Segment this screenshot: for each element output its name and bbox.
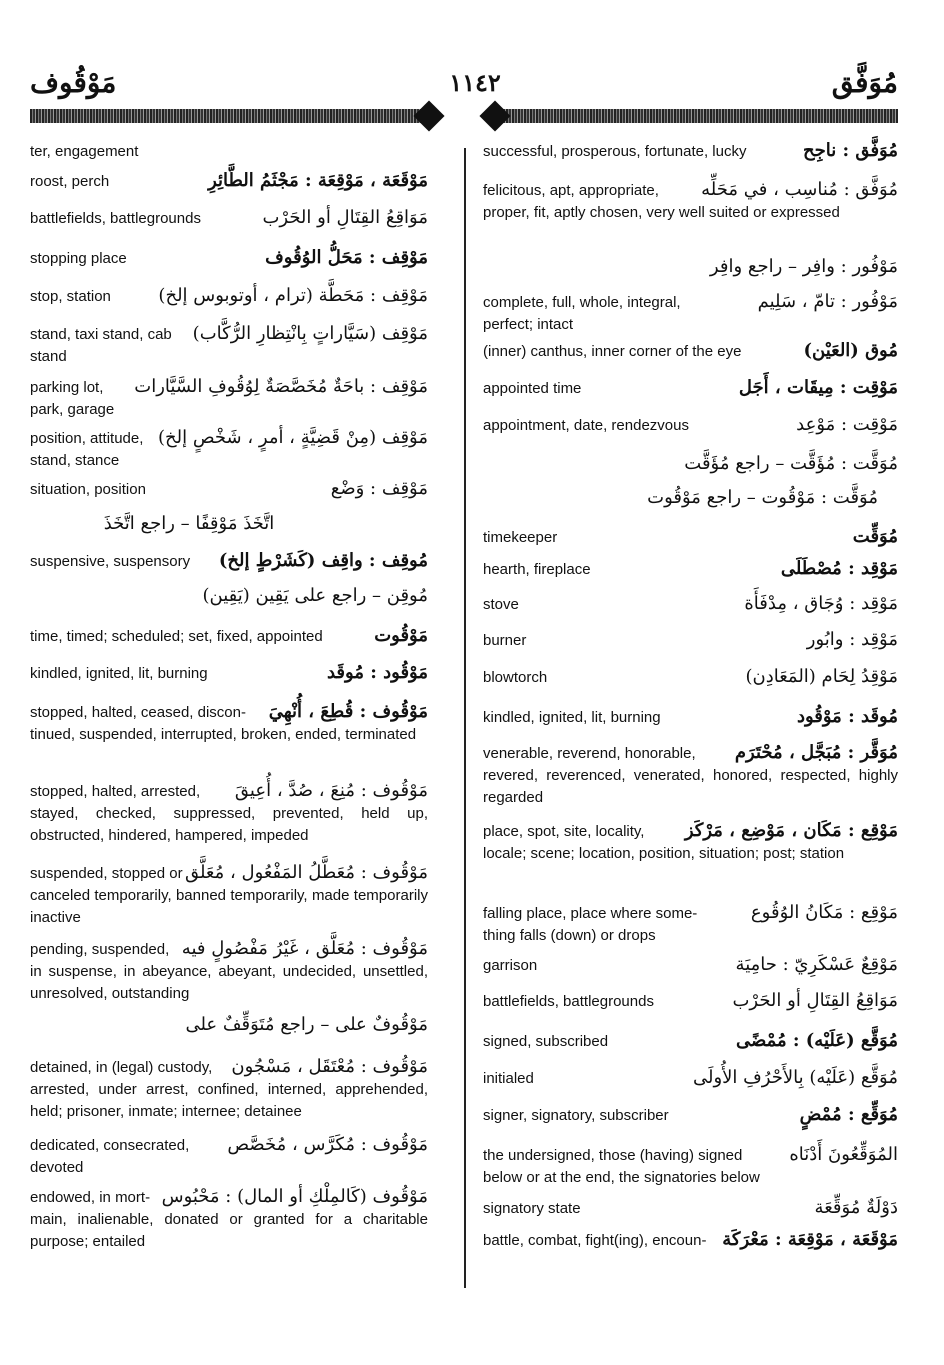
page-number: ١١٤٢ xyxy=(449,68,501,97)
entry-continuation: tinued, suspended, interrupted, broken, ended, terminated xyxy=(30,726,417,743)
entry-arabic: مَوَاقِعُ القِتَالِ أو الحَرْب xyxy=(262,207,428,228)
entry-arabic: مَوْقُوف : مُعَلَّق ، غَيْرُ مَفْصُولٍ فيه xyxy=(181,938,428,959)
entry-english: ter, engagement xyxy=(30,143,139,160)
dictionary-entry xyxy=(30,860,428,929)
entry-english: endowed, in mort- xyxy=(30,1189,151,1206)
dictionary-entry xyxy=(30,1184,428,1253)
entry-continuation: arrested, under arrest, confined, interned, apprehended, held; prisoner, inmate; internee; detainee xyxy=(30,1081,428,1120)
entry-arabic: مَوْقِف : باحَةٌ مُخَصَّصَةٌ لِوُقُوفِ السَّيَّارات xyxy=(134,376,428,397)
entry-continuation: main, inalienable, donated or granted for a charitable purpose; entailed xyxy=(30,1211,428,1250)
entry-arabic: مَوْقِع : مَكَانُ الوُقُوع xyxy=(750,902,898,923)
entry-continuation: stand, stance xyxy=(30,452,120,469)
dictionary-entry xyxy=(483,1142,898,1189)
dictionary-entry xyxy=(30,321,428,368)
entry-continuation: revered, reverenced, venerated, honored, respected, highly regarded xyxy=(483,767,898,806)
entry-arabic: مُوقِن – راجع على يَقِين (يَقِين) xyxy=(202,585,428,606)
entry-arabic: مَوْقِدُ لِحَام (المَعَادِن) xyxy=(745,666,898,687)
dictionary-entry xyxy=(30,138,428,163)
entry-english: battle, combat, fight(ing), encoun- xyxy=(483,1232,707,1249)
entry-arabic: مَوْقُوف (كَالمِلْكِ أو المال) : مَحْبُوس xyxy=(161,1186,428,1207)
entry-english: garrison xyxy=(483,957,538,974)
entry-english: signatory state xyxy=(483,1200,581,1217)
entry-arabic: مَوْقِد : وابُور xyxy=(806,629,898,650)
entry-arabic: مَوْقَعَة ، مَوْقِعَة : مَعْرَكَة xyxy=(722,1229,898,1250)
entry-english: appointment, date, rendezvous xyxy=(483,417,689,434)
dictionary-entry xyxy=(483,253,898,281)
dictionary-entry xyxy=(30,1011,428,1039)
dictionary-entry xyxy=(30,374,428,421)
dictionary-entry xyxy=(483,289,898,336)
entry-english: place, spot, site, locality, xyxy=(483,823,645,840)
entry-english: felicitous, apt, appropriate, xyxy=(483,182,659,199)
entry-arabic: مُوَقَّت : مُؤَقَّت – راجع مُؤَقَّت xyxy=(684,453,898,474)
entry-english: blowtorch xyxy=(483,669,548,686)
entry-arabic: مَوْقِت : مَوْعِد xyxy=(796,414,898,435)
entry-english: successful, prosperous, fortunate, lucky xyxy=(483,143,747,160)
dictionary-entry xyxy=(483,740,898,809)
entry-english: appointed time xyxy=(483,380,582,397)
entry-english: complete, full, whole, integral, xyxy=(483,294,681,311)
entry-english: the undersigned, those (having) signed xyxy=(483,1147,743,1164)
entry-arabic: مَوْقِف : وَضْع xyxy=(330,478,428,499)
entry-english: roost, perch xyxy=(30,173,110,190)
entry-arabic: مَوْقِت : مِيقَات ، أَجَل xyxy=(738,377,898,398)
entry-continuation: thing falls (down) or drops xyxy=(483,927,656,944)
entry-arabic: مَوْقَعَة ، مَوْقِعَة : مَجْثَمُ الطَّائِرِ xyxy=(208,170,428,191)
dictionary-entry xyxy=(483,1065,898,1090)
entry-english: suspended, stopped or xyxy=(30,865,183,882)
entry-continuation: in suspense, in abeyance, abeyant, undecided, unsettled, unresolved, outstanding xyxy=(30,963,428,1002)
entry-continuation: locale; scene; location, position, situation; post; station xyxy=(483,845,845,862)
dictionary-entry xyxy=(483,900,898,947)
entry-english: timekeeper xyxy=(483,529,558,546)
entry-english: situation, position xyxy=(30,481,146,498)
entry-arabic: مُوَقَّت : مَوْقُوت – راجع مَوْقُوت xyxy=(647,487,878,508)
page-header xyxy=(0,0,944,135)
entry-continuation: perfect; intact xyxy=(483,316,574,333)
entry-arabic: مَوَاقِعُ القِتَالِ أو الحَرْب xyxy=(732,990,898,1011)
entry-english: dedicated, consecrated, xyxy=(30,1137,190,1154)
entry-english: stopped, halted, ceased, discon- xyxy=(30,704,246,721)
dictionary-entry xyxy=(30,778,428,847)
diamond-ornament-right xyxy=(479,100,510,131)
entry-arabic: مُوَقَّع (عَلَيْه) بِالأَحْرُفِ الأُولَى xyxy=(692,1067,898,1088)
dictionary-entry xyxy=(30,1054,428,1123)
entry-english: stop, station xyxy=(30,288,111,305)
dictionary-entry xyxy=(483,1102,898,1127)
running-headword-left: مَوْقُوف xyxy=(30,66,117,99)
entry-continuation: devoted xyxy=(30,1159,84,1176)
entry-arabic: مَوْقِف : مَحَلُّ الوُقُوف xyxy=(265,247,428,268)
dictionary-entry xyxy=(483,556,898,581)
entry-arabic: مَوْقِد : وُجَاق ، مِدْفَأَة xyxy=(744,593,898,614)
dictionary-entry xyxy=(30,476,428,501)
entry-english: kindled, ignited, lit, burning xyxy=(483,709,661,726)
entry-continuation: stayed, checked, suppressed, prevented, held up, obstructed, hindered, hampered, impeded xyxy=(30,805,428,844)
entry-continuation: proper, fit, aptly chosen, very well suited or expressed xyxy=(483,204,840,221)
entry-english: position, attitude, xyxy=(30,430,144,447)
entry-english: kindled, ignited, lit, burning xyxy=(30,665,208,682)
entry-continuation: canceled temporarily, banned temporarily, made temporarily inactive xyxy=(30,887,428,926)
dictionary-entry xyxy=(483,591,898,616)
dictionary-entry xyxy=(30,425,428,472)
dictionary-entry xyxy=(483,338,898,363)
entry-english: battlefields, battlegrounds xyxy=(30,210,201,227)
dictionary-entry xyxy=(483,704,898,729)
dictionary-entry xyxy=(30,510,428,538)
entry-arabic: مُوقِف : واقِف (كَشَرْطٍ إلخ) xyxy=(218,550,428,571)
dictionary-entry xyxy=(30,1132,428,1179)
dictionary-entry xyxy=(483,138,898,163)
entry-english: battlefields, battlegrounds xyxy=(483,993,654,1010)
entry-english: signer, signatory, subscriber xyxy=(483,1107,669,1124)
dictionary-entry xyxy=(30,168,428,193)
entry-arabic: مَوْقُوفٌ على – راجع مُتَوَقِّفٌ على xyxy=(185,1014,428,1035)
dictionary-entry xyxy=(483,1028,898,1053)
dictionary-entry xyxy=(483,818,898,865)
entry-arabic: مَوْفُور : وافِر – راجع وافِر xyxy=(709,256,898,277)
entry-english: (inner) canthus, inner corner of the eye xyxy=(483,343,742,360)
entry-arabic: مُوق (العَيْن) xyxy=(803,340,898,361)
dictionary-entry xyxy=(30,582,428,610)
entry-continuation: below or at the end, the signatories below xyxy=(483,1169,760,1186)
entry-arabic: مَوْقِف : مَحَطَّة (ترام ، أوتوبوس إلخ) xyxy=(158,285,428,306)
entry-english: stand, taxi stand, cab xyxy=(30,326,172,343)
dictionary-entry xyxy=(483,1227,898,1252)
column-divider xyxy=(464,148,466,1288)
entry-english: pending, suspended, xyxy=(30,941,170,958)
entry-arabic: مَوْقِف (سَيَّاراتٍ بِانْتِظارِ الرُّكَّاب) xyxy=(192,323,428,344)
dictionary-entry xyxy=(483,450,898,478)
entry-arabic: مُوقَد : مَوْقُود xyxy=(796,706,898,727)
dictionary-entry xyxy=(483,484,898,512)
dictionary-entry xyxy=(483,952,898,977)
dictionary-entry xyxy=(483,1195,898,1220)
entry-arabic: مُوَقِّت xyxy=(852,526,898,547)
entry-english: suspensive, suspensory xyxy=(30,553,191,570)
entry-english: stopping place xyxy=(30,250,127,267)
entry-arabic: مَوْقُوف : مُعَطَّلُ المَفْعُول ، مُعَلَّق xyxy=(184,862,428,883)
dictionary-entry xyxy=(483,627,898,652)
entry-arabic: مُوَقَّر : مُبَجَّل ، مُحْتَرَم xyxy=(734,742,898,763)
entry-english: stopped, halted, arrested, xyxy=(30,783,201,800)
dictionary-entry xyxy=(30,205,428,230)
entry-english: parking lot, xyxy=(30,379,104,396)
entry-english: detained, in (legal) custody, xyxy=(30,1059,213,1076)
dictionary-entry xyxy=(30,936,428,1005)
dictionary-entry xyxy=(30,699,428,746)
entry-arabic: مَوْقُوف : مُعْتَقَل ، مَسْجُون xyxy=(231,1056,428,1077)
entry-continuation: park, garage xyxy=(30,401,115,418)
entry-arabic: مَوْقُوف : قُطِعَ ، أُنْهِيَ xyxy=(268,701,428,722)
entry-arabic: مُوَقِّع : مُمْضٍ xyxy=(799,1104,898,1125)
entry-arabic: مَوْقُوت xyxy=(374,625,428,646)
entry-arabic: مَوْقِع : مَكَان ، مَوْضِع ، مَرْكَز xyxy=(684,820,898,841)
entry-arabic: مَوْقُوف : مُنِعَ ، صُدَّ ، أُعِيقَ xyxy=(234,780,428,801)
entry-arabic: مُوَقَّع (عَلَيْه) : مُمْضًى xyxy=(735,1030,898,1051)
entry-english: venerable, reverend, honorable, xyxy=(483,745,696,762)
dictionary-entry xyxy=(30,245,428,270)
dictionary-entry xyxy=(30,548,428,573)
entry-arabic: مَوْقِعٌ عَسْكَرِيّ : حامِيَة xyxy=(735,954,898,975)
entry-arabic: دَوْلَةٌ مُوَقِّعَة xyxy=(814,1197,898,1218)
entry-continuation: stand xyxy=(30,348,67,365)
entry-english: falling place, place where some- xyxy=(483,905,698,922)
dictionary-entry xyxy=(483,988,898,1013)
entry-arabic: المُوَقِّعُونَ أَدْنَاه xyxy=(789,1144,898,1165)
entry-english: hearth, fireplace xyxy=(483,561,591,578)
running-headword-right: مُوَفَّق xyxy=(831,66,898,99)
header-rule-left xyxy=(30,109,425,123)
entry-arabic: مَوْقُود : مُوقَد xyxy=(326,662,428,683)
dictionary-entry xyxy=(483,412,898,437)
diamond-ornament-left xyxy=(413,100,444,131)
entry-arabic: مُوَفَّق : ناجِح xyxy=(803,140,898,161)
dictionary-entry xyxy=(30,660,428,685)
dictionary-entry xyxy=(483,664,898,689)
entry-english: initialed xyxy=(483,1070,534,1087)
entry-arabic: مَوْقُوف : مُكَرَّس ، مُخَصَّص xyxy=(227,1134,428,1155)
entry-english: signed, subscribed xyxy=(483,1033,609,1050)
dictionary-entry xyxy=(30,283,428,308)
entry-english: burner xyxy=(483,632,527,649)
entry-arabic: مَوْفُور : تامّ ، سَلِيم xyxy=(757,291,898,312)
entry-arabic: اتَّخَذَ مَوْقِفًا – راجع اتَّخَذَ xyxy=(103,513,275,534)
dictionary-entry xyxy=(483,524,898,549)
dictionary-entry xyxy=(483,177,898,224)
entry-english: time, timed; scheduled; set, fixed, appointed xyxy=(30,628,323,645)
entry-english: stove xyxy=(483,596,519,613)
dictionary-entry xyxy=(483,375,898,400)
header-rule-right xyxy=(500,109,898,123)
entry-arabic: مَوْقِف (مِنْ قَضِيَّةٍ ، أمرٍ ، شَخْصٍ إلخ) xyxy=(158,427,428,448)
dictionary-entry xyxy=(30,623,428,648)
entry-arabic: مَوْقِد : مُصْطَلَى xyxy=(780,558,898,579)
entry-arabic: مُوَفَّق : مُناسِب ، في مَحَلِّه xyxy=(701,179,898,200)
